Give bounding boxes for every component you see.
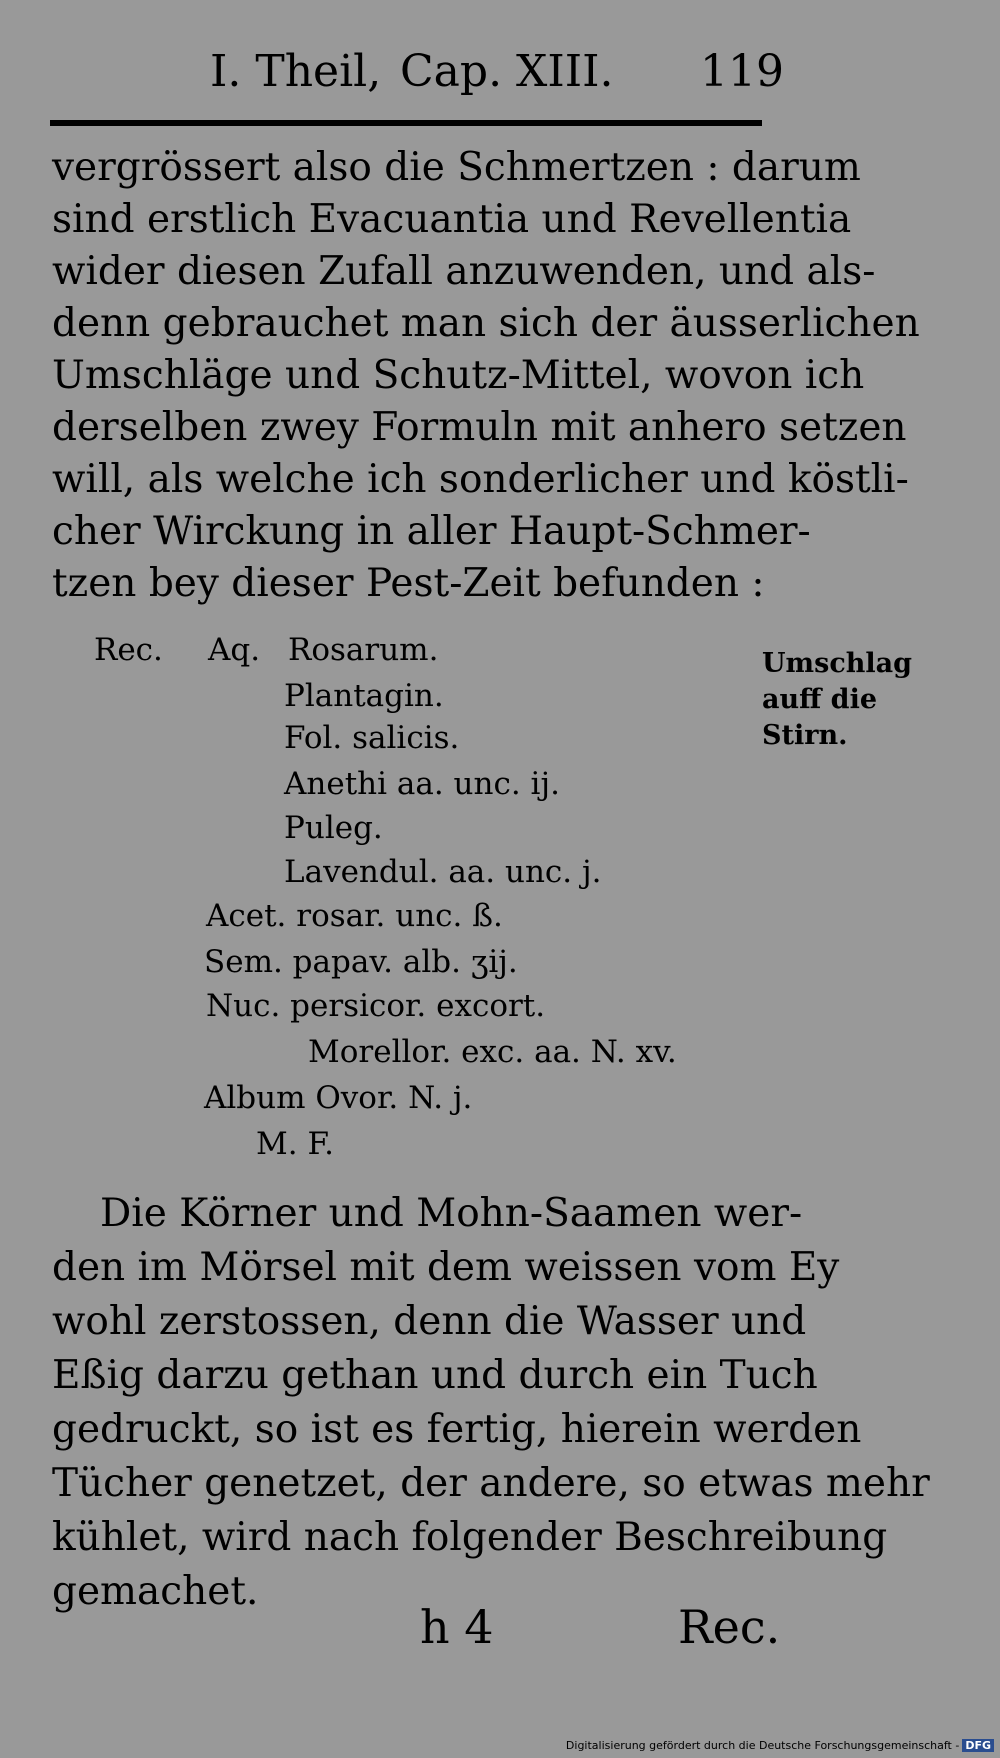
recipe-line: Album Ovor. N. j.: [204, 1080, 473, 1116]
page-number: 119: [700, 46, 784, 97]
recipe-line: M. F.: [256, 1126, 334, 1162]
signature-mark: h 4: [420, 1600, 494, 1654]
recipe-line: Fol. salicis.: [284, 720, 460, 756]
text-line: Eßig darzu gethan und durch ein Tuch: [52, 1353, 818, 1398]
recipe-line: Acet. rosar. unc. ß.: [206, 898, 503, 934]
running-head-part: I. Theil,: [210, 46, 382, 97]
text-line: den im Mörsel mit dem weissen vom Ey: [52, 1245, 840, 1290]
digitization-credit: [566, 1739, 994, 1752]
text-line: gedruckt, so ist es fertig, hierein werden: [52, 1407, 862, 1452]
text-line: wohl zerstossen, denn die Wasser und: [52, 1299, 807, 1344]
text-line: tzen bey dieser Pest-Zeit befunden :: [52, 561, 765, 606]
text-line: will, als welche ich sonderlicher und köstli-: [52, 457, 909, 502]
text-line: Umschläge und Schutz-Mittel, wovon ich: [52, 353, 865, 398]
text-line: cher Wirckung in aller Haupt-Schmer-: [52, 509, 811, 554]
dfg-logo: DFG: [962, 1739, 994, 1752]
recipe-line: Sem. papav. alb. ʒij.: [204, 944, 518, 980]
margin-note-line: Umschlag: [762, 648, 913, 679]
recipe-line: Plantagin.: [284, 678, 444, 714]
recipe-line: Morellor. exc. aa. N. xv.: [308, 1034, 677, 1070]
margin-note-line: auff die: [762, 684, 878, 715]
margin-note-line: Stirn.: [762, 720, 848, 751]
text-line: vergrössert also die Schmertzen : darum: [52, 145, 861, 190]
recipe-rec: Rec.: [94, 632, 163, 668]
recipe-line: Nuc. persicor. excort.: [206, 988, 546, 1024]
text-line: denn gebrauchet man sich der äusserlichen: [52, 301, 920, 346]
recipe-aq: Aq.: [208, 632, 261, 668]
catchword: Rec.: [678, 1600, 781, 1654]
header-rule: [50, 120, 762, 126]
text-line: wider diesen Zufall anzuwenden, und als-: [52, 249, 876, 294]
running-head-chapter: Cap. XIII.: [400, 46, 614, 97]
recipe-line: Anethi aa. unc. ij.: [284, 766, 560, 802]
text-line: Die Körner und Mohn-Saamen wer-: [100, 1191, 803, 1236]
recipe-line: Puleg.: [284, 810, 383, 846]
text-line: kühlet, wird nach folgender Beschreibung: [52, 1515, 888, 1560]
text-line: gemachet.: [52, 1569, 259, 1614]
recipe-line: Rosarum.: [288, 632, 439, 668]
text-line: Tücher genetzet, der andere, so etwas mehr: [52, 1461, 930, 1506]
text-line: sind erstlich Evacuantia und Revellentia: [52, 197, 852, 242]
recipe-line: Lavendul. aa. unc. j.: [284, 854, 602, 890]
credit-text: Digitalisierung gefördert durch die Deutsche Forschungsgemeinschaft -: [565, 1739, 960, 1752]
text-line: derselben zwey Formuln mit anhero setzen: [52, 405, 907, 450]
